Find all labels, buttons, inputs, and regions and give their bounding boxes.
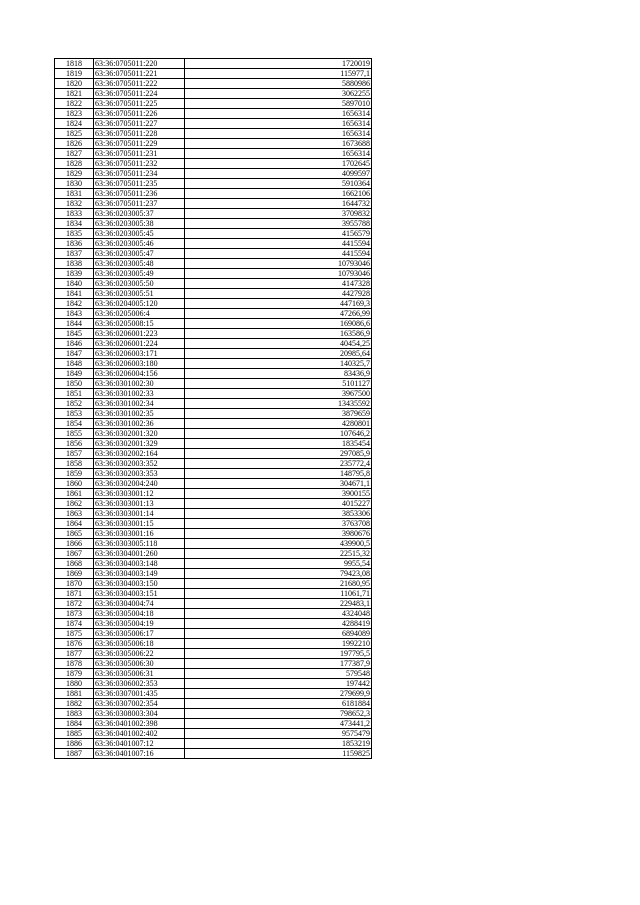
cadastral-number-cell: 63:36:0705011:231 (94, 149, 185, 159)
value-cell: 4324048 (185, 609, 372, 619)
row-number-cell: 1878 (55, 659, 94, 669)
cadastral-number-cell: 63:36:0302001:320 (94, 429, 185, 439)
table-row (55, 469, 372, 479)
row-number-cell: 1873 (55, 609, 94, 619)
value-cell: 47266,99 (185, 309, 372, 319)
cadastral-number-cell: 63:36:0705011:220 (94, 59, 185, 69)
value-cell: 3967500 (185, 389, 372, 399)
cadastral-number-cell: 63:36:0203005:51 (94, 289, 185, 299)
row-number-cell: 1833 (55, 209, 94, 219)
value-cell: 6894089 (185, 629, 372, 639)
table-row (55, 189, 372, 199)
value-cell: 1673688 (185, 139, 372, 149)
value-cell: 1644732 (185, 199, 372, 209)
row-number-cell: 1841 (55, 289, 94, 299)
table-row (55, 609, 372, 619)
table-row (55, 89, 372, 99)
cadastral-number-cell: 63:36:0302004:240 (94, 479, 185, 489)
row-number-cell: 1827 (55, 149, 94, 159)
row-number-cell: 1844 (55, 319, 94, 329)
table-row (55, 419, 372, 429)
cadastral-number-cell: 63:36:0308003:304 (94, 709, 185, 719)
value-cell: 5101127 (185, 379, 372, 389)
value-cell: 21680,95 (185, 579, 372, 589)
value-cell: 115977,1 (185, 69, 372, 79)
table-row (55, 239, 372, 249)
value-cell: 4280801 (185, 419, 372, 429)
cadastral-number-cell: 63:36:0705011:224 (94, 89, 185, 99)
value-cell: 197442 (185, 679, 372, 689)
table-row (55, 309, 372, 319)
value-cell: 163586,9 (185, 329, 372, 339)
cadastral-number-cell: 63:36:0302003:353 (94, 469, 185, 479)
row-number-cell: 1870 (55, 579, 94, 589)
cadastral-number-cell: 63:36:0304003:150 (94, 579, 185, 589)
table-row (55, 529, 372, 539)
value-cell: 5897010 (185, 99, 372, 109)
row-number-cell: 1880 (55, 679, 94, 689)
cadastral-number-cell: 63:36:0304003:148 (94, 559, 185, 569)
table-row (55, 489, 372, 499)
value-cell: 473441,2 (185, 719, 372, 729)
row-number-cell: 1847 (55, 349, 94, 359)
table-row (55, 539, 372, 549)
table-body (55, 59, 372, 759)
row-number-cell: 1818 (55, 59, 94, 69)
row-number-cell: 1858 (55, 459, 94, 469)
value-cell: 4415594 (185, 239, 372, 249)
table-row (55, 699, 372, 709)
cadastral-number-cell: 63:36:0401007:12 (94, 739, 185, 749)
cadastral-number-cell: 63:36:0705011:225 (94, 99, 185, 109)
table-row (55, 209, 372, 219)
value-cell: 4099597 (185, 169, 372, 179)
value-cell: 1656314 (185, 129, 372, 139)
row-number-cell: 1883 (55, 709, 94, 719)
cadastral-number-cell: 63:36:0305006:17 (94, 629, 185, 639)
table-row (55, 269, 372, 279)
cadastral-number-cell: 63:36:0401002:398 (94, 719, 185, 729)
table-row (55, 129, 372, 139)
cadastral-number-cell: 63:36:0305006:18 (94, 639, 185, 649)
row-number-cell: 1820 (55, 79, 94, 89)
table-row (55, 359, 372, 369)
value-cell: 10793046 (185, 269, 372, 279)
value-cell: 4415594 (185, 249, 372, 259)
row-number-cell: 1860 (55, 479, 94, 489)
cadastral-number-cell: 63:36:0307002:354 (94, 699, 185, 709)
row-number-cell: 1886 (55, 739, 94, 749)
value-cell: 9955,54 (185, 559, 372, 569)
value-cell: 79423,08 (185, 569, 372, 579)
table-row (55, 399, 372, 409)
row-number-cell: 1846 (55, 339, 94, 349)
value-cell: 169086,6 (185, 319, 372, 329)
cadastral-number-cell: 63:36:0204005:120 (94, 299, 185, 309)
cadastral-number-cell: 63:36:0203005:37 (94, 209, 185, 219)
row-number-cell: 1864 (55, 519, 94, 529)
table-row (55, 579, 372, 589)
row-number-cell: 1876 (55, 639, 94, 649)
row-number-cell: 1852 (55, 399, 94, 409)
cadastral-number-cell: 63:36:0305004:19 (94, 619, 185, 629)
row-number-cell: 1842 (55, 299, 94, 309)
table-row (55, 549, 372, 559)
cadastral-number-cell: 63:36:0203005:50 (94, 279, 185, 289)
row-number-cell: 1822 (55, 99, 94, 109)
value-cell: 579548 (185, 669, 372, 679)
value-cell: 83436,9 (185, 369, 372, 379)
row-number-cell: 1865 (55, 529, 94, 539)
cadastral-number-cell: 63:36:0304003:149 (94, 569, 185, 579)
table-row (55, 69, 372, 79)
table-row (55, 689, 372, 699)
value-cell: 4147328 (185, 279, 372, 289)
value-cell: 3709832 (185, 209, 372, 219)
table-row (55, 449, 372, 459)
cadastral-number-cell: 63:36:0705011:221 (94, 69, 185, 79)
cadastral-number-cell: 63:36:0203005:45 (94, 229, 185, 239)
cadastral-number-cell: 63:36:0303001:15 (94, 519, 185, 529)
value-cell: 3900155 (185, 489, 372, 499)
value-cell: 1720019 (185, 59, 372, 69)
row-number-cell: 1861 (55, 489, 94, 499)
cadastral-number-cell: 63:36:0305006:31 (94, 669, 185, 679)
table-row (55, 679, 372, 689)
value-cell: 3062255 (185, 89, 372, 99)
row-number-cell: 1887 (55, 749, 94, 759)
row-number-cell: 1869 (55, 569, 94, 579)
value-cell: 4288419 (185, 619, 372, 629)
table-row (55, 599, 372, 609)
value-cell: 148795,8 (185, 469, 372, 479)
table-row (55, 349, 372, 359)
table-row (55, 379, 372, 389)
cadastral-number-cell: 63:36:0705011:222 (94, 79, 185, 89)
row-number-cell: 1848 (55, 359, 94, 369)
cadastral-number-cell: 63:36:0705011:227 (94, 119, 185, 129)
cadastral-number-cell: 63:36:0301002:36 (94, 419, 185, 429)
value-cell: 1159825 (185, 749, 372, 759)
row-number-cell: 1826 (55, 139, 94, 149)
table-row (55, 139, 372, 149)
cadastral-number-cell: 63:36:0305004:18 (94, 609, 185, 619)
cadastral-number-cell: 63:36:0206001:224 (94, 339, 185, 349)
table-row (55, 669, 372, 679)
row-number-cell: 1831 (55, 189, 94, 199)
row-number-cell: 1825 (55, 129, 94, 139)
value-cell: 1656314 (185, 109, 372, 119)
value-cell: 3980676 (185, 529, 372, 539)
value-cell: 1656314 (185, 119, 372, 129)
value-cell: 3879659 (185, 409, 372, 419)
table-row (55, 569, 372, 579)
row-number-cell: 1874 (55, 619, 94, 629)
cadastral-number-cell: 63:36:0203005:49 (94, 269, 185, 279)
value-cell: 140325,7 (185, 359, 372, 369)
cadastral-number-cell: 63:36:0304004:74 (94, 599, 185, 609)
row-number-cell: 1872 (55, 599, 94, 609)
row-number-cell: 1824 (55, 119, 94, 129)
cadastral-number-cell: 63:36:0303001:12 (94, 489, 185, 499)
value-cell: 4156579 (185, 229, 372, 239)
table-row (55, 219, 372, 229)
table-row (55, 649, 372, 659)
cadastral-number-cell: 63:36:0705011:237 (94, 199, 185, 209)
cadastral-number-cell: 63:36:0203005:48 (94, 259, 185, 269)
value-cell: 1992210 (185, 639, 372, 649)
value-cell: 3853306 (185, 509, 372, 519)
value-cell: 447169,3 (185, 299, 372, 309)
value-cell: 5910364 (185, 179, 372, 189)
table-row (55, 329, 372, 339)
value-cell: 3763708 (185, 519, 372, 529)
value-cell: 11061,71 (185, 589, 372, 599)
table-row (55, 729, 372, 739)
row-number-cell: 1855 (55, 429, 94, 439)
row-number-cell: 1863 (55, 509, 94, 519)
table-row (55, 639, 372, 649)
cadastral-number-cell: 63:36:0303005:118 (94, 539, 185, 549)
row-number-cell: 1866 (55, 539, 94, 549)
cadastral-number-cell: 63:36:0203005:38 (94, 219, 185, 229)
cadastral-number-cell: 63:36:0301002:35 (94, 409, 185, 419)
row-number-cell: 1856 (55, 439, 94, 449)
row-number-cell: 1838 (55, 259, 94, 269)
cadastral-number-cell: 63:36:0203005:47 (94, 249, 185, 259)
table-row (55, 339, 372, 349)
row-number-cell: 1875 (55, 629, 94, 639)
table-row (55, 289, 372, 299)
value-cell: 9575479 (185, 729, 372, 739)
table-row (55, 519, 372, 529)
value-cell: 10793046 (185, 259, 372, 269)
cadastral-number-cell: 63:36:0705011:235 (94, 179, 185, 189)
row-number-cell: 1821 (55, 89, 94, 99)
row-number-cell: 1823 (55, 109, 94, 119)
table-row (55, 369, 372, 379)
table-row (55, 99, 372, 109)
cadastral-number-cell: 63:36:0302003:352 (94, 459, 185, 469)
value-cell: 1702645 (185, 159, 372, 169)
value-cell: 1656314 (185, 149, 372, 159)
row-number-cell: 1854 (55, 419, 94, 429)
cadastral-number-cell: 63:36:0304001:260 (94, 549, 185, 559)
row-number-cell: 1882 (55, 699, 94, 709)
value-cell: 235772,4 (185, 459, 372, 469)
value-cell: 4015227 (185, 499, 372, 509)
value-cell: 439900,5 (185, 539, 372, 549)
table-row (55, 319, 372, 329)
table-row (55, 429, 372, 439)
row-number-cell: 1884 (55, 719, 94, 729)
row-number-cell: 1879 (55, 669, 94, 679)
row-number-cell: 1830 (55, 179, 94, 189)
table-row (55, 169, 372, 179)
value-cell: 1853219 (185, 739, 372, 749)
row-number-cell: 1819 (55, 69, 94, 79)
cadastral-number-cell: 63:36:0705011:228 (94, 129, 185, 139)
cadastral-number-cell: 63:36:0304003:151 (94, 589, 185, 599)
row-number-cell: 1849 (55, 369, 94, 379)
table-row (55, 299, 372, 309)
table-row (55, 229, 372, 239)
row-number-cell: 1877 (55, 649, 94, 659)
table-row (55, 249, 372, 259)
value-cell: 5880986 (185, 79, 372, 89)
row-number-cell: 1881 (55, 689, 94, 699)
value-cell: 107646,2 (185, 429, 372, 439)
cadastral-number-cell: 63:36:0705011:234 (94, 169, 185, 179)
row-number-cell: 1867 (55, 549, 94, 559)
value-cell: 1662106 (185, 189, 372, 199)
value-cell: 297085,9 (185, 449, 372, 459)
row-number-cell: 1850 (55, 379, 94, 389)
row-number-cell: 1836 (55, 239, 94, 249)
table-row (55, 629, 372, 639)
cadastral-number-cell: 63:36:0705011:232 (94, 159, 185, 169)
value-cell: 20985,64 (185, 349, 372, 359)
cadastral-number-cell: 63:36:0301002:30 (94, 379, 185, 389)
row-number-cell: 1859 (55, 469, 94, 479)
table-row (55, 459, 372, 469)
cadastral-number-cell: 63:36:0206003:180 (94, 359, 185, 369)
table-row (55, 479, 372, 489)
value-cell: 3955788 (185, 219, 372, 229)
cadastral-number-cell: 63:36:0302001:329 (94, 439, 185, 449)
value-cell: 197795,5 (185, 649, 372, 659)
table-row (55, 589, 372, 599)
cadastral-number-cell: 63:36:0302002:164 (94, 449, 185, 459)
row-number-cell: 1837 (55, 249, 94, 259)
table-row (55, 119, 372, 129)
cadastral-number-cell: 63:36:0301002:33 (94, 389, 185, 399)
value-cell: 798652,3 (185, 709, 372, 719)
cadastral-number-cell: 63:36:0206004:156 (94, 369, 185, 379)
value-cell: 177387,9 (185, 659, 372, 669)
data-table (54, 58, 372, 759)
cadastral-number-cell: 63:36:0705011:226 (94, 109, 185, 119)
table-row (55, 659, 372, 669)
table-row (55, 619, 372, 629)
row-number-cell: 1834 (55, 219, 94, 229)
row-number-cell: 1828 (55, 159, 94, 169)
row-number-cell: 1840 (55, 279, 94, 289)
cadastral-number-cell: 63:36:0205008:15 (94, 319, 185, 329)
cadastral-number-cell: 63:36:0205006:4 (94, 309, 185, 319)
cadastral-number-cell: 63:36:0206001:223 (94, 329, 185, 339)
table-row (55, 509, 372, 519)
row-number-cell: 1857 (55, 449, 94, 459)
value-cell: 22515,32 (185, 549, 372, 559)
row-number-cell: 1853 (55, 409, 94, 419)
row-number-cell: 1845 (55, 329, 94, 339)
cadastral-number-cell: 63:36:0401002:402 (94, 729, 185, 739)
table-row (55, 739, 372, 749)
value-cell: 304671,1 (185, 479, 372, 489)
row-number-cell: 1839 (55, 269, 94, 279)
table-row (55, 159, 372, 169)
row-number-cell: 1829 (55, 169, 94, 179)
row-number-cell: 1871 (55, 589, 94, 599)
value-cell: 4427928 (185, 289, 372, 299)
table-row (55, 109, 372, 119)
cadastral-number-cell: 63:36:0705011:229 (94, 139, 185, 149)
row-number-cell: 1885 (55, 729, 94, 739)
table-row (55, 749, 372, 759)
value-cell: 279699,9 (185, 689, 372, 699)
value-cell: 6181884 (185, 699, 372, 709)
table-row (55, 149, 372, 159)
row-number-cell: 1832 (55, 199, 94, 209)
table-row (55, 389, 372, 399)
cadastral-number-cell: 63:36:0305006:30 (94, 659, 185, 669)
table-row (55, 559, 372, 569)
cadastral-number-cell: 63:36:0306002:353 (94, 679, 185, 689)
cadastral-number-cell: 63:36:0705011:236 (94, 189, 185, 199)
row-number-cell: 1868 (55, 559, 94, 569)
value-cell: 229483,1 (185, 599, 372, 609)
value-cell: 13435592 (185, 399, 372, 409)
table-row (55, 259, 372, 269)
row-number-cell: 1851 (55, 389, 94, 399)
table-row (55, 719, 372, 729)
cadastral-number-cell: 63:36:0303001:14 (94, 509, 185, 519)
table-row (55, 79, 372, 89)
table-row (55, 199, 372, 209)
cadastral-number-cell: 63:36:0301002:34 (94, 399, 185, 409)
row-number-cell: 1843 (55, 309, 94, 319)
value-cell: 40454,25 (185, 339, 372, 349)
cadastral-number-cell: 63:36:0303001:16 (94, 529, 185, 539)
value-cell: 1835454 (185, 439, 372, 449)
cadastral-number-cell: 63:36:0303001:13 (94, 499, 185, 509)
table-row (55, 59, 372, 69)
table-row (55, 439, 372, 449)
row-number-cell: 1862 (55, 499, 94, 509)
table-row (55, 179, 372, 189)
table-row (55, 499, 372, 509)
cadastral-number-cell: 63:36:0206003:171 (94, 349, 185, 359)
cadastral-number-cell: 63:36:0305006:22 (94, 649, 185, 659)
table-row (55, 279, 372, 289)
table-row (55, 409, 372, 419)
cadastral-number-cell: 63:36:0307001:435 (94, 689, 185, 699)
cadastral-number-cell: 63:36:0203005:46 (94, 239, 185, 249)
row-number-cell: 1835 (55, 229, 94, 239)
cadastral-number-cell: 63:36:0401007:16 (94, 749, 185, 759)
table-row (55, 709, 372, 719)
